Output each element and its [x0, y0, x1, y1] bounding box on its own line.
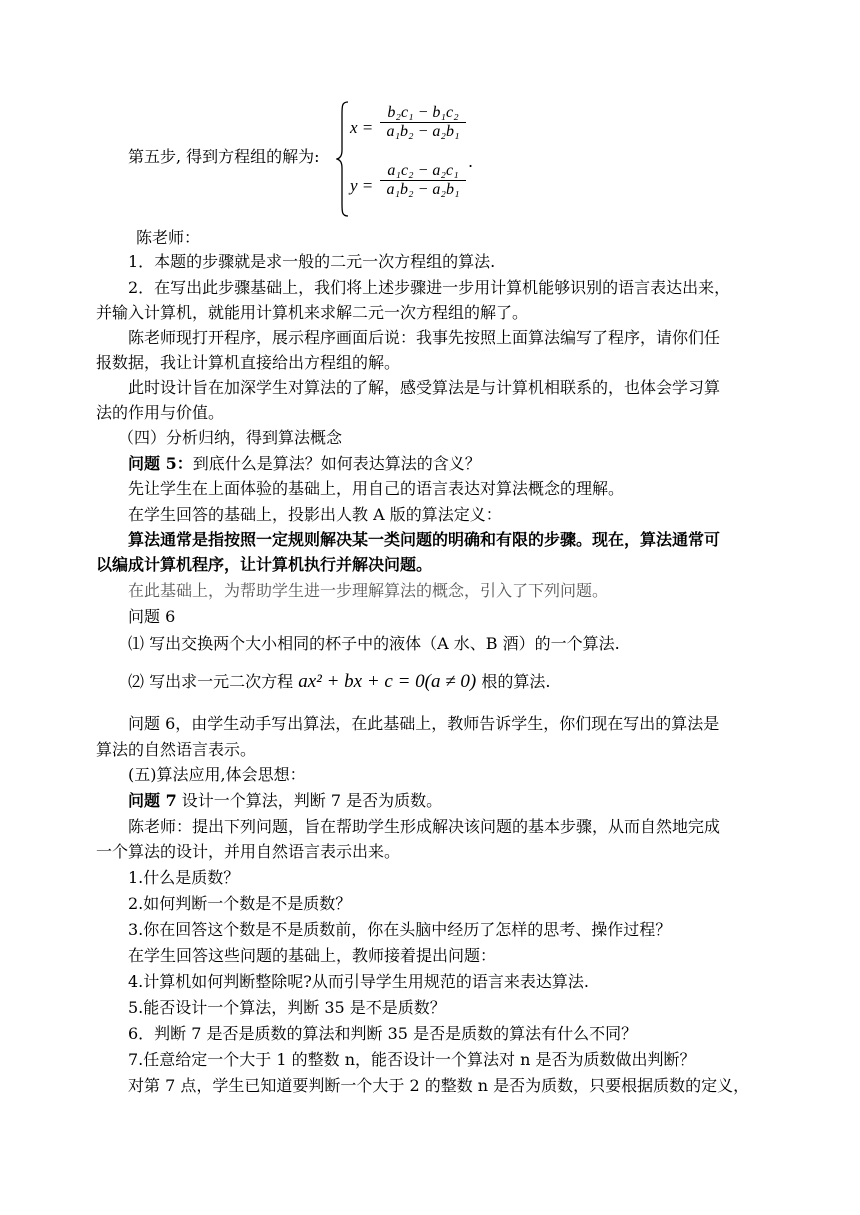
x-denominator: a₁b₂ − a₂b₁ [380, 122, 466, 141]
y-numerator: a₁c₂ − a₂c₁ [387, 162, 459, 179]
list-item: 6．判断 7 是否是质数的算法和判断 35 是否是质数的算法有什么不同？ [128, 1024, 638, 1043]
para-line: 在学生回答的基础上，投影出人教 A 版的算法定义： [128, 505, 502, 524]
para-line: 2．在写出此步骤基础上，我们将上述步骤进一步用计算机能够识别的语言表达出来， [128, 278, 731, 297]
algorithm-definition: 算法通常是指按照一定规则解决某一类问题的明确和有限的步骤。现在，算法通常可 [128, 530, 721, 549]
para-line: 先让学生在上面体验的基础上，用自己的语言表达对算法概念的理解。 [128, 479, 625, 498]
section-heading-4: （四）分析归纳，得到算法概念 [118, 428, 343, 447]
y-denominator: a₁b₂ − a₂b₁ [380, 180, 466, 199]
equation-system [128, 100, 528, 220]
para-line: 陈老师：提出下列问题，旨在帮助学生形成解决该问题的基本步骤，从而自然地完成 [128, 817, 721, 836]
para-line: 此时设计旨在加深学生对算法的了解，感受算法是与计算机相联系的，也体会学习算 [128, 378, 721, 397]
system-period: . [468, 152, 474, 171]
step-five-label: 第五步, 得到方程组的解为: [128, 147, 320, 166]
list-item: 5.能否设计一个算法，判断 35 是不是质数？ [128, 998, 446, 1017]
x-fraction [380, 104, 466, 141]
item-2-suffix: 根的算法. [476, 672, 551, 691]
para-line: 在学生回答这些问题的基础上，教师接着提出问题： [128, 946, 497, 965]
quadratic-equation: ax² + bx + c = 0(a ≠ 0) [298, 671, 477, 692]
list-item: 7.任意给定一个大于 1 的整数 n，能否设计一个算法对 n 是否为质数做出判断？ [128, 1050, 696, 1069]
left-brace [336, 100, 350, 218]
algorithm-definition-cont: 以编成计算机程序，让计算机执行并解决问题。 [96, 555, 433, 574]
item-2-prefix: ⑵ 写出求一元二次方程 [128, 672, 299, 691]
question-6-item-1: ⑴ 写出交换两个大小相同的杯子中的液体（A 水、B 酒）的一个算法. [128, 634, 620, 653]
list-item: 3.你在回答这个数是不是质数前，你在头脑中经历了怎样的思考、操作过程？ [128, 920, 672, 939]
question-7 [128, 789, 442, 813]
para-line: 1．本题的步骤就是求一般的二元一次方程组的算法. [128, 252, 496, 271]
para-line: 法的作用与价值。 [96, 403, 225, 422]
question-7-label: 问题 7 [128, 791, 177, 810]
teacher-label: 陈老师： [136, 228, 201, 247]
question-7-text: 设计一个算法，判断 7 是否为质数。 [176, 791, 443, 810]
question-5 [128, 452, 481, 476]
x-lhs: x = [350, 118, 374, 137]
para-line: 在此基础上，为帮助学生进一步理解算法的概念，引入了下列问题。 [128, 581, 609, 600]
y-fraction [380, 162, 466, 199]
para-line: 算法的自然语言表示。 [96, 740, 257, 759]
question-5-text: 到底什么是算法？如何表达算法的含义？ [192, 454, 481, 473]
list-item: 4.计算机如何判断整除呢?从而引导学生用规范的语言来表达算法. [128, 972, 589, 991]
para-line: 报数据，我让计算机直接给出方程组的解。 [96, 353, 401, 372]
question-6-item-2 [128, 670, 550, 694]
para-line: 对第 7 点，学生已知道要判断一个大于 2 的整数 n 是否为质数，只要根据质数的定义， [128, 1076, 750, 1095]
y-lhs: y = [350, 176, 374, 195]
list-item: 1.什么是质数？ [128, 868, 240, 887]
para-line: 一个算法的设计，并用自然语言表示出来。 [96, 842, 401, 861]
para-line: 问题 6，由学生动手写出算法，在此基础上，教师告诉学生，你们现在写出的算法是 [128, 714, 720, 733]
section-heading-5: (五)算法应用,体会思想： [128, 765, 306, 784]
para-line: 陈老师现打开程序，展示程序画面后说：我事先按照上面算法编写了程序，请你们任 [128, 328, 721, 347]
question-5-label: 问题 5： [128, 454, 193, 473]
question-6-heading: 问题 6 [128, 607, 176, 626]
para-line: 并输入计算机，就能用计算机来求解二元一次方程组的解了。 [96, 303, 529, 322]
x-numerator: b₂c₁ − b₁c₂ [387, 104, 459, 121]
list-item: 2.如何判断一个数是不是质数？ [128, 894, 352, 913]
